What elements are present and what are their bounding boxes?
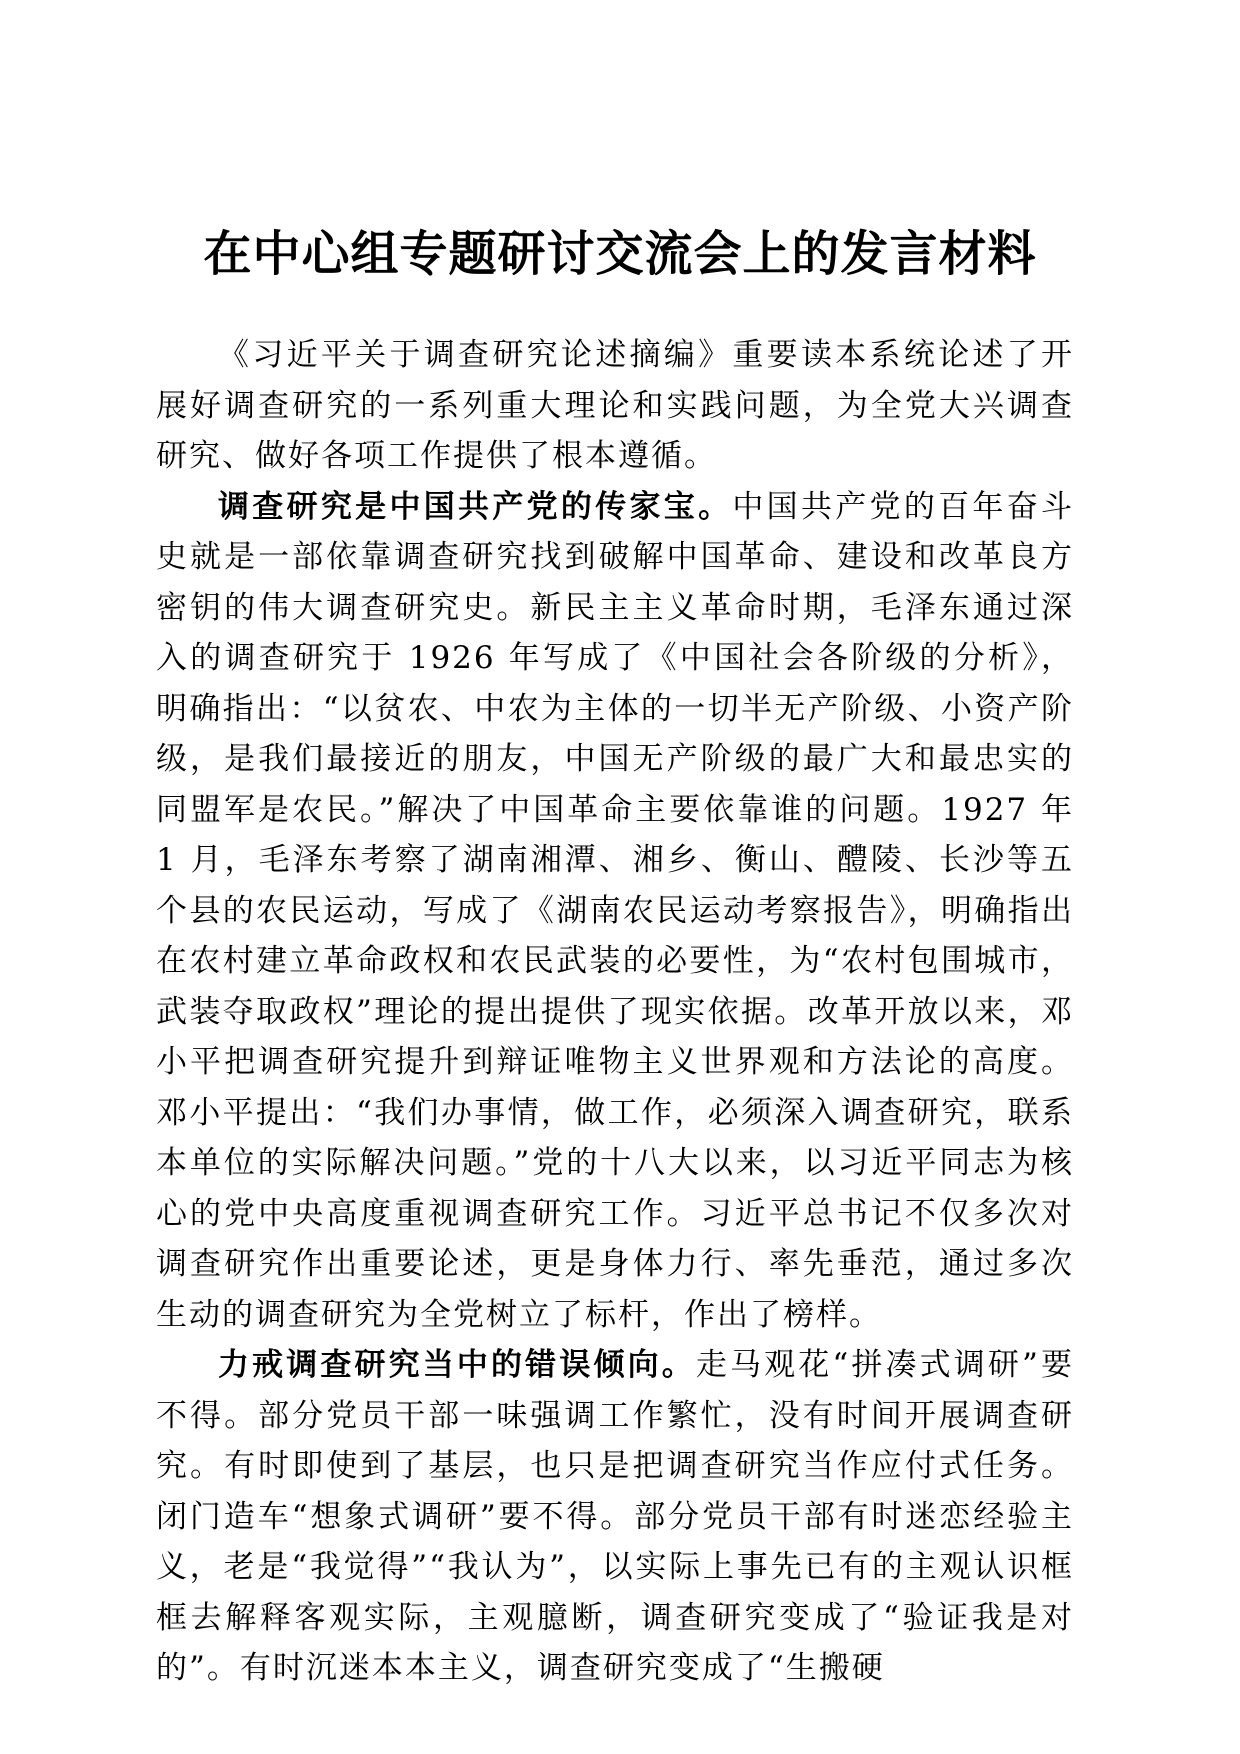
paragraph-errors [156,1340,1074,1694]
paragraph-text: 《习近平关于调查研究论述摘编》重要读本系统论述了开展好调查研究的一系列重大理论和实践问题，为全党大兴调查研究、做好各项工作提供了根本遵循。 [156,337,1074,474]
document-title: 在中心组专题研讨交流会上的发言材料 [203,226,1037,282]
paragraph-heading: 调查研究是中国共产党的传家宝。 [218,488,733,525]
paragraph-text: 走马观花“拼凑式调研”要不得。部分党员干部一味强调工作繁忙，没有时间开展调查研究。有时即使到了基层，也只是把调查研究当作应付式任务。闭门造车“想象式调研”要不得。部分党员干部有时迷恋经验主义，老是“我觉得”“我认为”，以实际上事先已有的主观认识框框去解释客观实际，主观臆断，调查研究变成了“验证我是对的”。有时沉迷本本主义，调查研究变成了“生搬硬 [156,1347,1075,1686]
document-body [156,330,1074,1694]
paragraph-intro [156,330,1074,482]
paragraph-heading: 力戒调查研究当中的错误倾向。 [218,1347,696,1383]
paragraph-tradition [156,482,1074,1341]
paragraph-text: 中国共产党的百年奋斗史就是一部依靠调查研究找到破解中国革命、建设和改革良方密钥的伟大调查研究史。新民主主义革命时期，毛泽东通过深入的调查研究于 1926 年写成了《中国社会各阶级的分析》，明确指出：“以贫农、中农为主体的一切半无产阶级、小资产阶级，是我们最接近的朋友，中国无产阶级的最广大和最忠实的同盟军是农民。”解决了中国革命主要依靠谁的问题。1927 年 1 月，毛泽东考察了湖南湘潭、湘乡、衡山、醴陵、长沙等五个县的农民运动，写成了《湖南农民运动考察报告》，明确指出在农村建立革命政权和农民武装的必要性，为“农村包围城市，武装夺取政权”理论的提出提供了现实依据。改革开放以来，邓小平把调查研究提升到辩证唯物主义世界观和方法论的高度。邓小平提出：“我们办事情，做工作，必须深入调查研究，联系本单位的实际解决问题。”党的十八大以来，以习近平同志为核心的党中央高度重视调查研究工作。习近平总书记不仅多次对调查研究作出重要论述，更是身体力行、率先垂范，通过多次生动的调查研究为全党树立了标杆，作出了榜样。 [156,488,1074,1333]
